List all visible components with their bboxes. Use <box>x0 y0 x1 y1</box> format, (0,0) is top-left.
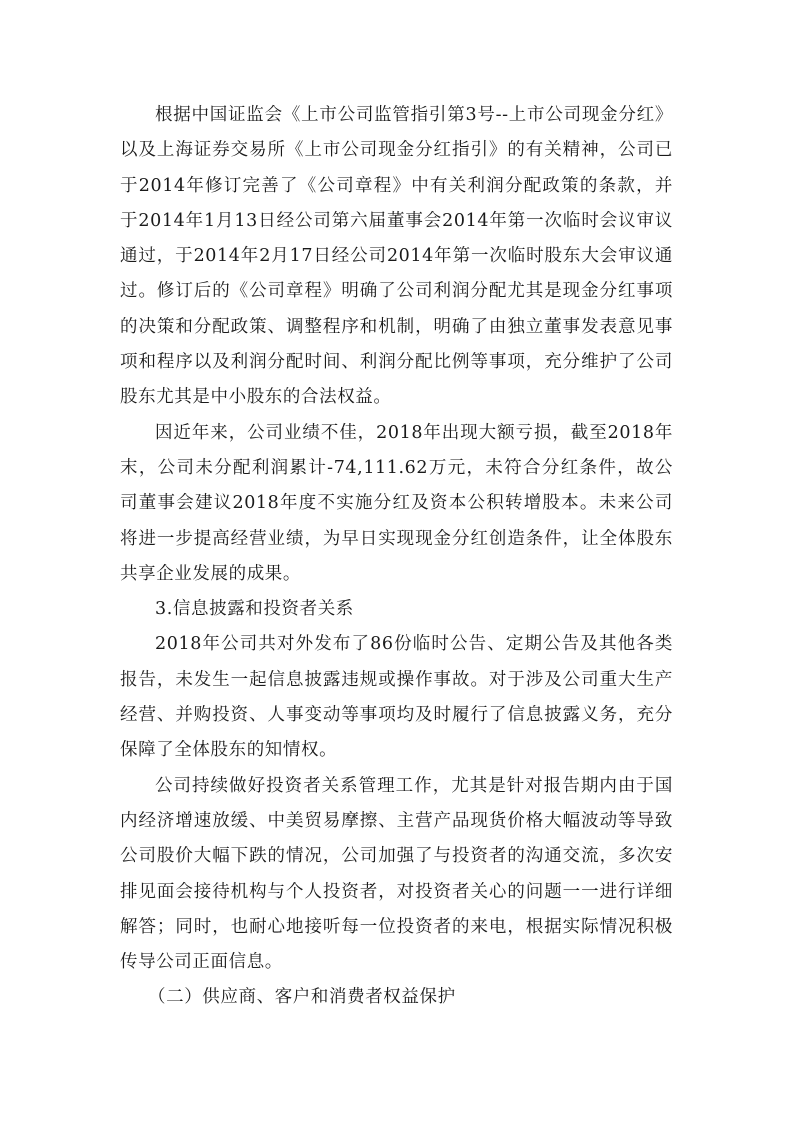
paragraph-dividend-policy: 根据中国证监会《上市公司监管指引第3号--上市公司现金分红》以及上海证券交易所《上市公司现金分红指引》的有关精神，公司已于2014年修订完善了《公司章程》中有关利润分配政策的条款，并于2014年1月13日经公司第六届董事会2014年第一次临时会议审议通过，于2014年2月17日经公司2014年第一次临时股东大会审议通过。修订后的《公司章程》明确了公司利润分配尤其是现金分红事项的决策和分配政策、调整程序和机制，明确了由独立董事发表意见事项和程序以及利润分配时间、利润分配比例等事项，充分维护了公司股东尤其是中小股东的合法权益。 <box>120 105 673 408</box>
paragraph-disclosure: 2018年公司共对外发布了86份临时公告、定期公告及其他各类报告，未发生一起信息披露违规或操作事故。对于涉及公司重大生产经营、并购投资、人事变动等事项均及时履行了信息披露义务，充分保障了全体股东的知情权。 <box>120 634 673 761</box>
section-heading-stakeholder-protection: （二）供应商、客户和消费者权益保护 <box>148 987 456 1008</box>
paragraph-no-dividend-2018: 因近年来，公司业绩不佳，2018年出现大额亏损，截至2018年末，公司未分配利润累计-74,111.62万元，未符合分红条件，故公司董事会建议2018年度不实施分红及资本公积转增股本。未来公司将进一步提高经营业绩，为早日实现现金分红创造条件，让全体股东共享企业发展的成果。 <box>120 422 673 584</box>
document-body <box>120 98 673 1016</box>
section-heading-disclosure: 3.信息披露和投资者关系 <box>155 599 354 620</box>
paragraph-investor-relations: 公司持续做好投资者关系管理工作，尤其是针对报告期内由于国内经济增速放缓、中美贸易摩擦、主营产品现货价格大幅波动等导致公司股价大幅下跌的情况，公司加强了与投资者的沟通交流，多次安排见面会接待机构与个人投资者，对投资者关心的问题一一进行详细解答；同时，也耐心地接听每一位投资者的来电，根据实际情况积极传导公司正面信息。 <box>120 775 673 973</box>
